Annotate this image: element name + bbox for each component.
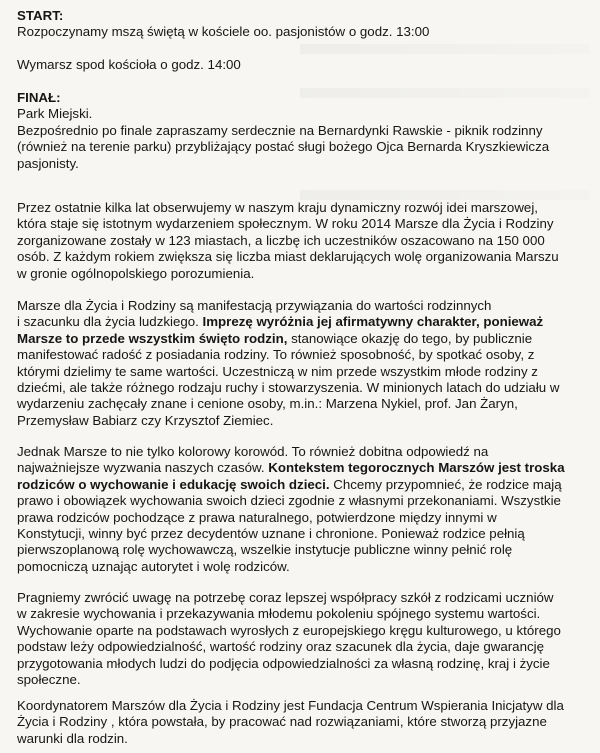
paragraph-challenges [17,444,589,575]
paragraph-line: w gronie ogólnopolskiego porozumienia. [17,265,255,281]
paragraph-line: Życia i Rodziny , która powstała, by pracować nad rozwiązaniami, które stworzą przyjazne [17,714,547,730]
finale-section [17,90,589,172]
paragraph-line: wydarzeniu zachęcały znane i cenione osoby, m.in.: Marzena Nykiel, prof. Jan Żaryn, [17,396,518,412]
paragraph-line: prawa rodziców pochodzące z prawa naturalnego, potwierdzone między innymi w [17,509,497,525]
paragraph-line: Konstytucji, winny być przez decydentów uznane i chronione. Ponieważ rodzice pełnią [17,526,525,542]
march-section [17,57,589,73]
paragraph-line: Przez ostatnie kilka lat obserwujemy w naszym kraju dynamiczny rozwój idei marszowej, [17,200,538,215]
start-heading: START: [17,8,64,23]
paragraph-line: Jednak Marsze to nie tylko kolorowy korowód. To również dobitna odpowiedź na [17,444,489,459]
paragraph-line: którymi dzielimy te same wartości. Uczestniczą w nim przede wszystkim młode rodziny z [17,363,538,379]
finale-line: Bezpośrednio po finale zapraszamy serdecznie na Bernardynki Rawskie - piknik rodzinny [17,122,543,138]
finale-place: Park Miejski. [17,106,93,122]
emphasis-text: Kontekstem tegorocznych Marszów jest troska [268,460,565,476]
paragraph-line: Pragniemy zwrócić uwagę na potrzebę coraz lepszej współpracy szkół z rodzicami uczniów [17,590,554,605]
plain-text: i szacunku dla życia ludzkiego. [17,314,203,330]
paragraph-line: w zakresie wychowania i przekazywania młodemu pokoleniu spójnego systemu wartości. [17,606,541,622]
paragraph-line: pierwszoplanową rolę wychowawczą, wszelkie instytucje publiczne winny pełnić rolę [17,542,513,558]
emphasis-text: rodziców o wychowanie i edukację swoich dzieci. [17,476,330,492]
plain-text: Chcemy przypomnieć, że rodzice mają [329,476,562,492]
emphasis-text: Imprezę wyróżnia jej afirmatywny charakter, ponieważ [202,314,544,330]
finale-line: pasjonisty. [17,155,79,171]
paragraph-coordinator [17,698,589,747]
paragraph-manifestation [17,298,589,429]
paragraph-line: warunki dla rodzin. [17,730,128,746]
paragraph-line: manifestować radość z posiadania rodziny. To również sposobność, by spotkać osoby, z [17,347,535,363]
paragraph-line: dziećmi, ale także różnego rodzaju ruchy i stowarzyszenia. W minionych latach do udziału w [17,380,560,396]
paragraph-line: przygotowania młodych ludzi do podjęcia odpowiedzialności za własną rodzinę, kraj i życie [17,655,550,671]
paragraph-line: pomocniczą uznając autorytet i wolę rodziców. [17,558,290,574]
paragraph-intro [17,200,589,282]
paragraph-line: podstaw leży odpowiedzialność, wartość rodziny oraz szacunek dla życia, daje gwarancję [17,639,544,655]
paragraph-line: Marsze dla Życia i Rodziny są manifestacją przywiązania do wartości rodzinnych [17,298,492,313]
bleed-through-shadow [300,44,590,54]
emphasis-text: Marsze to przede wszystkim święto rodzin, [17,330,288,346]
paragraph-line [17,314,589,330]
finale-heading: FINAŁ: [17,90,61,105]
paragraph-line [17,477,589,493]
paragraph-line: Przemysław Babiarz czy Krzysztof Ziemiec. [17,412,274,428]
paragraph-line: Wychowanie oparte na podstawach wyrosłych z europejskiego kręgu kulturowego, u którego [17,622,561,638]
paragraph-line: Koordynatorem Marszów dla Życia i Rodziny jest Fundacja Centrum Wspierania Inicjatyw dla [17,698,564,713]
bleed-through-shadow [300,190,590,200]
finale-line: (również na terenie parku) przybliżający postać sługi bożego Ojca Bernarda Kryszkiewicza [17,139,550,155]
paragraph-line [17,460,589,476]
plain-text: najważniejsze wyzwania naszych czasów. [17,460,269,476]
paragraph-schools [17,590,589,688]
march-time-text: Wymarsz spod kościoła o godz. 14:00 [17,57,241,72]
start-section [17,8,589,41]
paragraph-line: osób. Z każdym rokiem zwiększa się liczba miast deklarujących wolę organizowania Marszu [17,249,559,265]
paragraph-line: społeczne. [17,672,81,688]
paragraph-line: która staje się istotnym wydarzeniem społecznym. W roku 2014 Marsze dla Życia i Rodziny [17,216,554,232]
plain-text: stanowiące okazję do tego, by publicznie [287,330,533,346]
paragraph-line [17,331,589,347]
paragraph-line: prawo i obowiązek wychowania swoich dzieci zgodnie z własnymi przekonaniami. Wszystkie [17,493,561,509]
paragraph-line: zorganizowane zostały w 123 miastach, a liczbę ich uczestników oszacowano na 150 000 [17,232,545,248]
start-mass-text: Rozpoczynamy mszą świętą w kościele oo. pasjonistów o godz. 13:00 [17,24,430,40]
